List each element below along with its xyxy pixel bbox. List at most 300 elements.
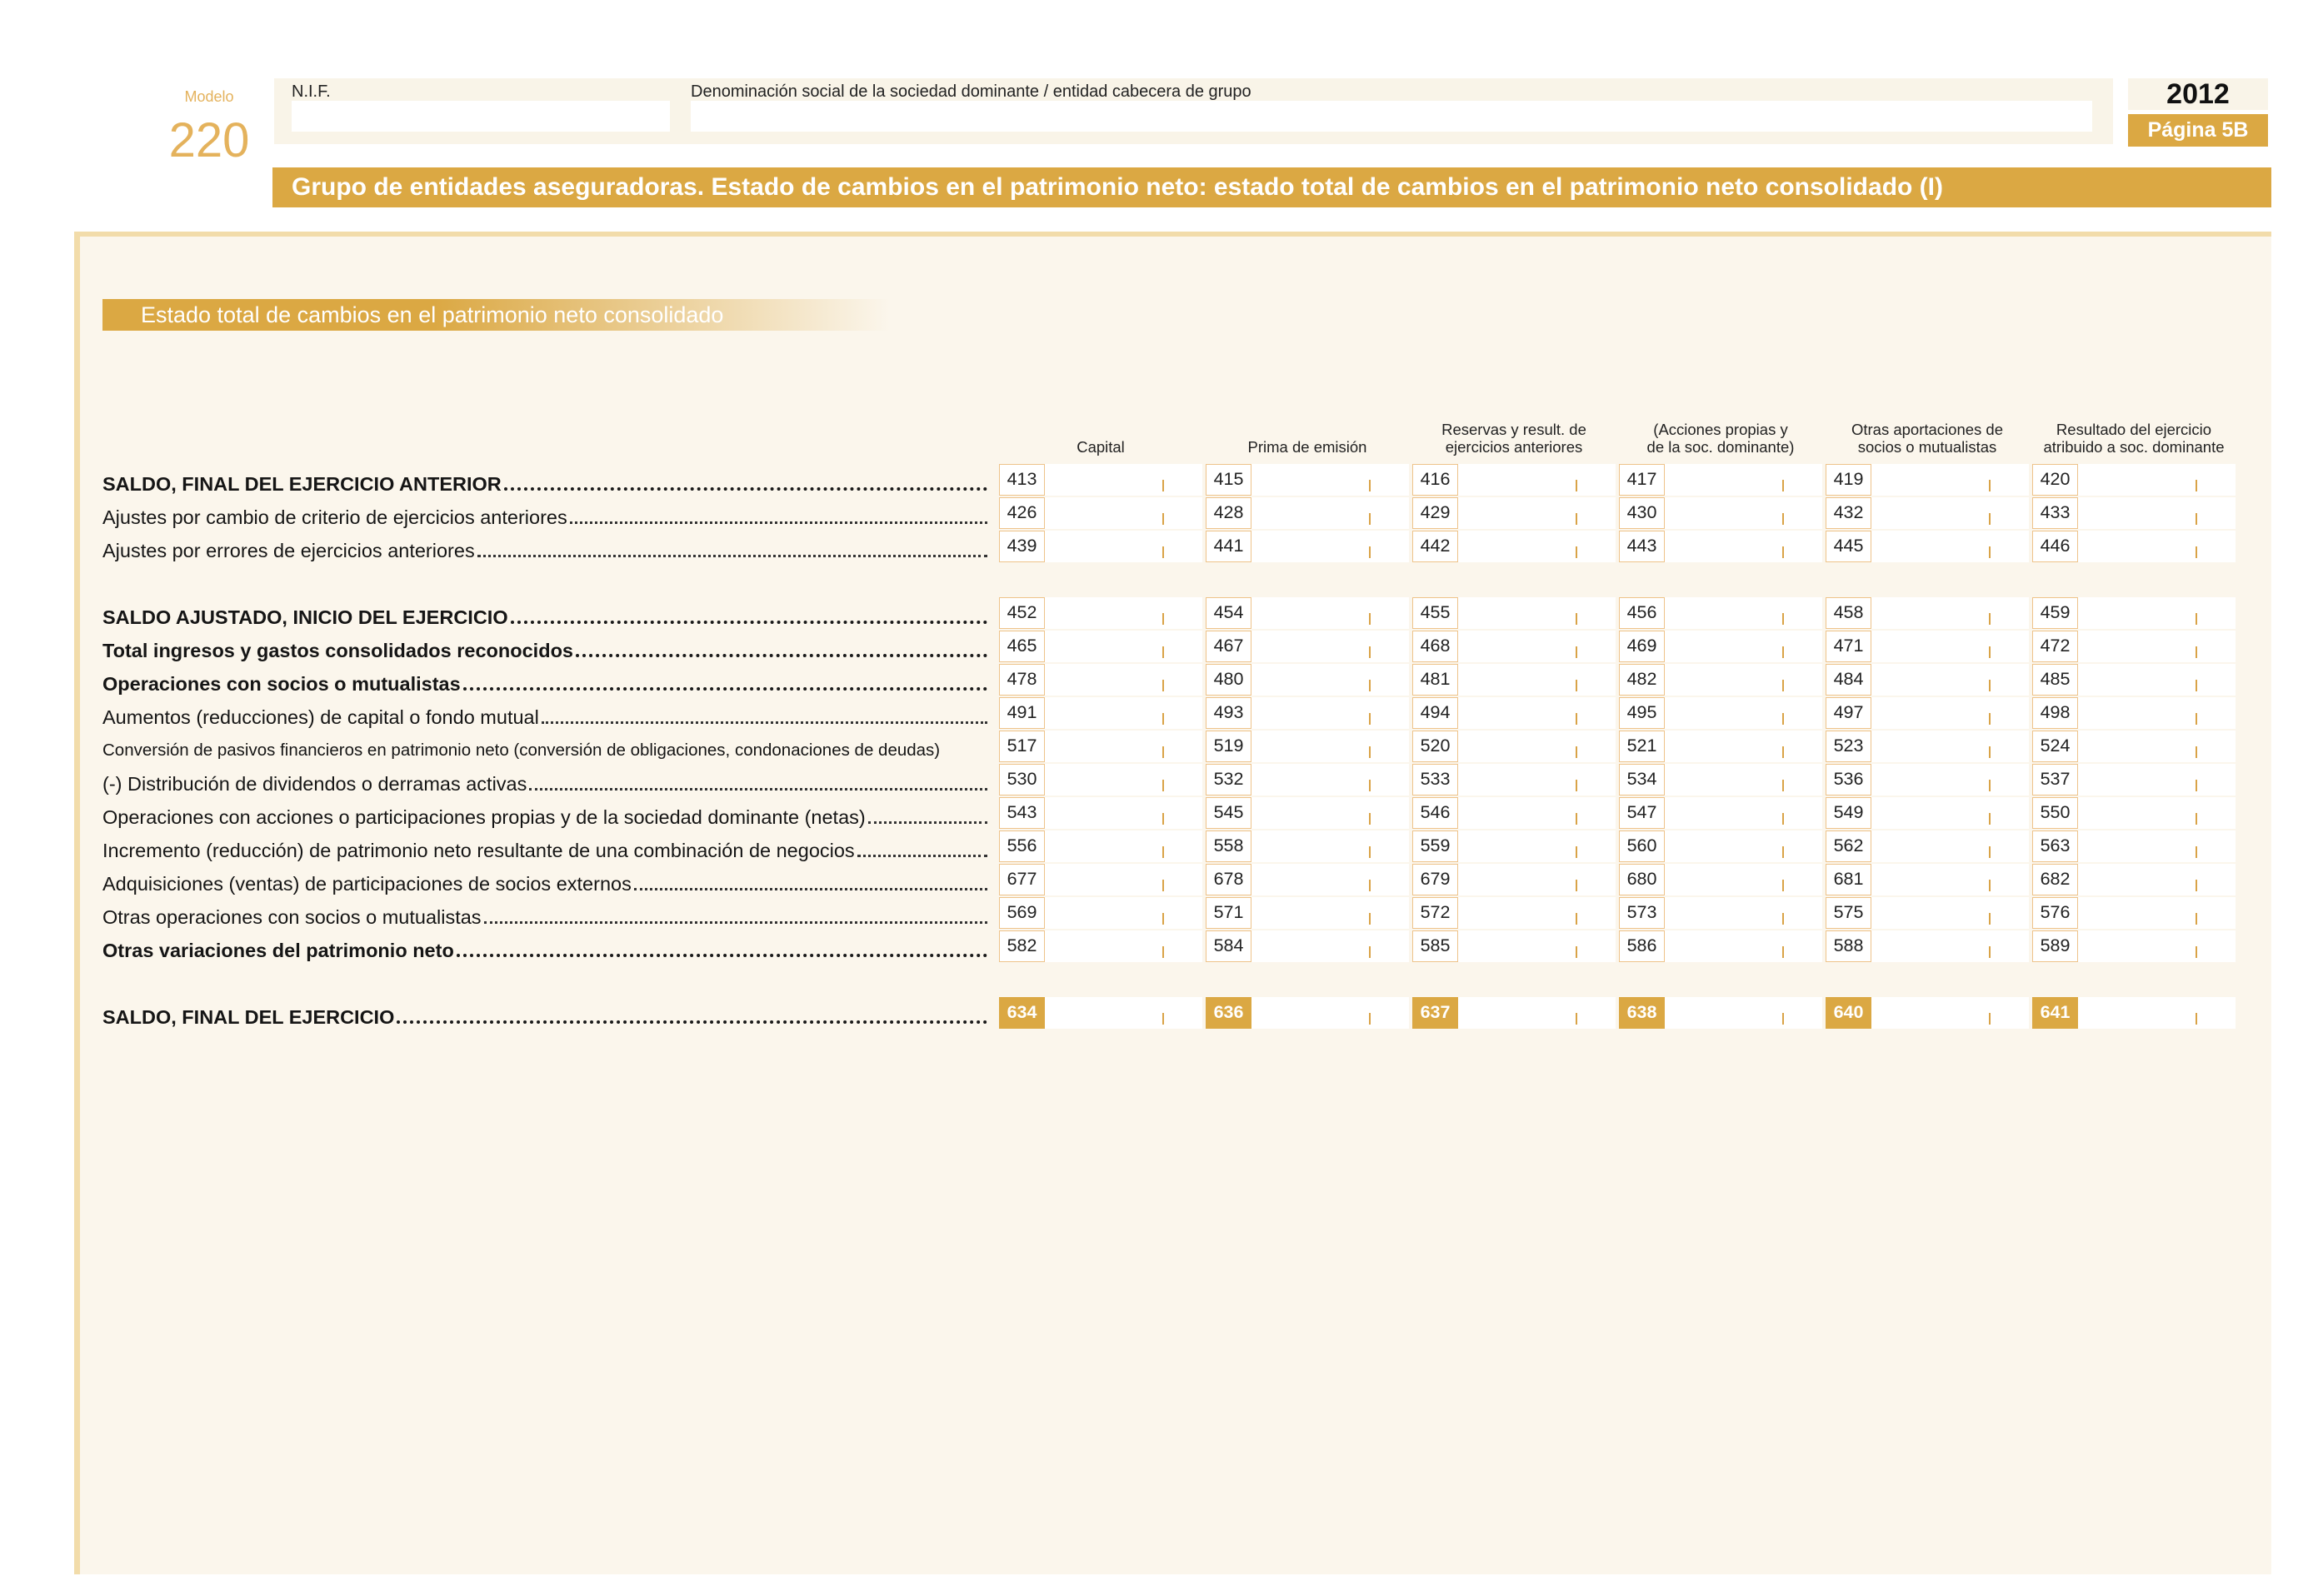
box-number: 482 (1619, 664, 1665, 696)
table-row (102, 697, 2236, 731)
otras-aportaciones-amount-input[interactable] (1871, 664, 2029, 696)
row-label-text: Operaciones con acciones o participaciones propias y de la sociedad dominante (netas) (102, 806, 866, 828)
decimal-separator-mark (1369, 813, 1371, 825)
reservas-amount-input[interactable] (1458, 531, 1616, 562)
prima-emision-amount-input[interactable] (1251, 930, 1409, 962)
column-headers (102, 417, 2236, 457)
capital-amount-input[interactable] (1045, 864, 1202, 895)
decimal-separator-mark (1989, 613, 1991, 625)
resultado-ejercicio-cell (2032, 997, 2236, 1029)
decimal-separator-mark (1369, 780, 1371, 791)
box-number: 636 (1206, 997, 1251, 1029)
decimal-separator-mark (1989, 780, 1991, 791)
column-header-line: ejercicios anteriores (1445, 438, 1583, 456)
otras-aportaciones-cell (1826, 797, 2029, 829)
modelo-number: 220 (168, 113, 250, 167)
box-number: 467 (1206, 631, 1251, 662)
acciones-propias-amount-input[interactable] (1665, 830, 1822, 862)
box-number: 469 (1619, 631, 1665, 662)
prima-emision-amount-input[interactable] (1251, 531, 1409, 562)
prima-emision-amount-input[interactable] (1251, 797, 1409, 829)
year-label: 2012 (2128, 78, 2268, 110)
decimal-separator-mark (2196, 746, 2197, 758)
reservas-amount-input[interactable] (1458, 930, 1616, 962)
capital-cell (999, 830, 1202, 862)
decimal-separator-mark (1782, 546, 1784, 558)
box-number: 558 (1206, 830, 1251, 862)
prima-emision-cell (1206, 864, 1409, 895)
table-row (102, 764, 2236, 797)
capital-cell (999, 697, 1202, 729)
capital-amount-input[interactable] (1045, 997, 1202, 1029)
nif-label: N.I.F. (292, 82, 331, 101)
box-number: 678 (1206, 864, 1251, 895)
otras-aportaciones-cell (1826, 764, 2029, 796)
otras-aportaciones-cell (1826, 930, 2029, 962)
acciones-propias-cell (1619, 864, 1822, 895)
box-number: 679 (1412, 864, 1458, 895)
acciones-propias-amount-input[interactable] (1665, 697, 1822, 729)
reservas-amount-input[interactable] (1458, 797, 1616, 829)
decimal-separator-mark (1989, 813, 1991, 825)
box-number: 439 (999, 531, 1045, 562)
modelo-label: Modelo (184, 88, 234, 105)
capital-cell (999, 497, 1202, 529)
box-number: 681 (1826, 864, 1871, 895)
resultado-ejercicio-cell (2032, 664, 2236, 696)
reservas-amount-input[interactable] (1458, 897, 1616, 929)
capital-cell (999, 464, 1202, 496)
capital-cell (999, 797, 1202, 829)
capital-amount-input[interactable] (1045, 631, 1202, 662)
dot-leader (504, 487, 987, 491)
box-number: 560 (1619, 830, 1665, 862)
acciones-propias-amount-input[interactable] (1665, 864, 1822, 895)
row-label-text: SALDO, FINAL DEL EJERCICIO (102, 1006, 395, 1028)
decimal-separator-mark (1576, 646, 1577, 658)
box-number: 550 (2032, 797, 2078, 829)
page-title: Grupo de entidades aseguradoras. Estado de cambios en el patrimonio neto: estado total de cambios en el patrimonio neto consolidado (I) (272, 167, 2271, 207)
box-number: 413 (999, 464, 1045, 496)
column-header-line: atribuido a soc. dominante (2043, 438, 2225, 456)
otras-aportaciones-cell (1826, 697, 2029, 729)
box-number: 517 (999, 731, 1045, 762)
otras-aportaciones-amount-input[interactable] (1871, 731, 2029, 762)
box-number: 468 (1412, 631, 1458, 662)
box-number: 588 (1826, 930, 1871, 962)
prima-emision-amount-input[interactable] (1251, 631, 1409, 662)
prima-emision-amount-input[interactable] (1251, 464, 1409, 496)
box-number: 589 (2032, 930, 2078, 962)
capital-amount-input[interactable] (1045, 797, 1202, 829)
capital-amount-input[interactable] (1045, 464, 1202, 496)
prima-emision-amount-input[interactable] (1251, 997, 1409, 1029)
resultado-ejercicio-amount-input[interactable] (2078, 697, 2236, 729)
dot-leader (529, 788, 987, 791)
decimal-separator-mark (1162, 846, 1164, 858)
decimal-separator-mark (1369, 1013, 1371, 1025)
acciones-propias-amount-input[interactable] (1665, 764, 1822, 796)
otras-aportaciones-amount-input[interactable] (1871, 464, 2029, 496)
row-label (102, 531, 996, 564)
decimal-separator-mark (1782, 1013, 1784, 1025)
otras-aportaciones-amount-input[interactable] (1871, 897, 2029, 929)
capital-amount-input[interactable] (1045, 531, 1202, 562)
prima-emision-amount-input[interactable] (1251, 731, 1409, 762)
dot-leader (484, 921, 987, 924)
row-label (102, 930, 996, 964)
denominacion-label: Denominación social de la sociedad dominante / entidad cabecera de grupo (691, 82, 1251, 101)
box-number: 576 (2032, 897, 2078, 929)
otras-aportaciones-amount-input[interactable] (1871, 631, 2029, 662)
box-number: 416 (1412, 464, 1458, 496)
box-number: 519 (1206, 731, 1251, 762)
box-number: 682 (2032, 864, 2078, 895)
reservas-amount-input[interactable] (1458, 731, 1616, 762)
capital-amount-input[interactable] (1045, 597, 1202, 629)
column-header-capital (999, 417, 1202, 457)
table-row-total (102, 997, 2236, 1030)
resultado-ejercicio-amount-input[interactable] (2078, 997, 2236, 1029)
otras-aportaciones-cell (1826, 631, 2029, 662)
box-number: 454 (1206, 597, 1251, 629)
capital-amount-input[interactable] (1045, 897, 1202, 929)
reservas-cell (1412, 531, 1616, 562)
decimal-separator-mark (1782, 913, 1784, 925)
otras-aportaciones-amount-input[interactable] (1871, 597, 2029, 629)
decimal-separator-mark (1989, 546, 1991, 558)
reservas-amount-input[interactable] (1458, 631, 1616, 662)
acciones-propias-cell (1619, 597, 1822, 629)
prima-emision-cell (1206, 930, 1409, 962)
box-number: 585 (1412, 930, 1458, 962)
otras-aportaciones-cell (1826, 864, 2029, 895)
row-label-text: SALDO AJUSTADO, INICIO DEL EJERCICIO (102, 606, 508, 628)
decimal-separator-mark (1576, 880, 1577, 891)
decimal-separator-mark (1576, 746, 1577, 758)
reservas-amount-input[interactable] (1458, 464, 1616, 496)
row-label (102, 464, 996, 497)
prima-emision-amount-input[interactable] (1251, 697, 1409, 729)
box-number: 426 (999, 497, 1045, 529)
box-number: 415 (1206, 464, 1251, 496)
reservas-amount-input[interactable] (1458, 864, 1616, 895)
box-number: 419 (1826, 464, 1871, 496)
decimal-separator-mark (1782, 780, 1784, 791)
capital-amount-input[interactable] (1045, 731, 1202, 762)
capital-amount-input[interactable] (1045, 830, 1202, 862)
acciones-propias-amount-input[interactable] (1665, 531, 1822, 562)
capital-cell (999, 531, 1202, 562)
acciones-propias-cell (1619, 764, 1822, 796)
dot-leader (477, 555, 987, 557)
column-header-line: Capital (1077, 438, 1125, 456)
resultado-ejercicio-amount-input[interactable] (2078, 830, 2236, 862)
capital-cell (999, 897, 1202, 929)
reservas-amount-input[interactable] (1458, 830, 1616, 862)
resultado-ejercicio-cell (2032, 497, 2236, 529)
box-number: 533 (1412, 764, 1458, 796)
row-label-text: Conversión de pasivos financieros en patrimonio neto (conversión de obligaciones, condonaciones de deudas) (102, 741, 941, 760)
capital-amount-input[interactable] (1045, 497, 1202, 529)
box-number: 640 (1826, 997, 1871, 1029)
row-label (102, 697, 996, 731)
resultado-ejercicio-amount-input[interactable] (2078, 764, 2236, 796)
capital-amount-input[interactable] (1045, 664, 1202, 696)
reservas-amount-input[interactable] (1458, 497, 1616, 529)
reservas-cell (1412, 597, 1616, 629)
decimal-separator-mark (1162, 780, 1164, 791)
row-label-text: Total ingresos y gastos consolidados reconocidos (102, 640, 573, 661)
decimal-separator-mark (2196, 680, 2197, 691)
prima-emision-cell (1206, 631, 1409, 662)
decimal-separator-mark (1369, 513, 1371, 525)
resultado-ejercicio-amount-input[interactable] (2078, 797, 2236, 829)
table-row (102, 930, 2236, 964)
box-number: 465 (999, 631, 1045, 662)
prima-emision-amount-input[interactable] (1251, 764, 1409, 796)
nif-input[interactable] (292, 101, 670, 132)
otras-aportaciones-amount-input[interactable] (1871, 997, 2029, 1029)
resultado-ejercicio-amount-input[interactable] (2078, 464, 2236, 496)
row-label (102, 597, 996, 631)
reservas-cell (1412, 631, 1616, 662)
table-row (102, 597, 2236, 631)
reservas-amount-input[interactable] (1458, 664, 1616, 696)
row-label-text: Operaciones con socios o mutualistas (102, 673, 461, 695)
capital-amount-input[interactable] (1045, 697, 1202, 729)
resultado-ejercicio-amount-input[interactable] (2078, 897, 2236, 929)
acciones-propias-amount-input[interactable] (1665, 597, 1822, 629)
resultado-ejercicio-amount-input[interactable] (2078, 531, 2236, 562)
column-header-line: Otras aportaciones de (1851, 421, 2004, 438)
acciones-propias-amount-input[interactable] (1665, 930, 1822, 962)
decimal-separator-mark (2196, 646, 2197, 658)
prima-emision-amount-input[interactable] (1251, 897, 1409, 929)
acciones-propias-amount-input[interactable] (1665, 464, 1822, 496)
resultado-ejercicio-amount-input[interactable] (2078, 664, 2236, 696)
resultado-ejercicio-cell (2032, 531, 2236, 562)
prima-emision-cell (1206, 531, 1409, 562)
table-row (102, 531, 2236, 564)
changes-in-equity-table (102, 464, 2236, 1030)
denominacion-input[interactable] (691, 101, 2092, 132)
decimal-separator-mark (2196, 480, 2197, 491)
reservas-amount-input[interactable] (1458, 764, 1616, 796)
row-label (102, 897, 996, 930)
acciones-propias-amount-input[interactable] (1665, 731, 1822, 762)
reservas-amount-input[interactable] (1458, 597, 1616, 629)
row-label-text: Ajustes por errores de ejercicios anteriores (102, 540, 475, 561)
box-number: 471 (1826, 631, 1871, 662)
prima-emision-amount-input[interactable] (1251, 497, 1409, 529)
decimal-separator-mark (1162, 913, 1164, 925)
otras-aportaciones-amount-input[interactable] (1871, 830, 2029, 862)
otras-aportaciones-cell (1826, 531, 2029, 562)
resultado-ejercicio-amount-input[interactable] (2078, 864, 2236, 895)
dot-leader (397, 1020, 987, 1024)
capital-cell (999, 997, 1202, 1029)
column-header-line: de la soc. dominante) (1646, 438, 1795, 456)
decimal-separator-mark (1576, 813, 1577, 825)
decimal-separator-mark (2196, 913, 2197, 925)
box-number: 546 (1412, 797, 1458, 829)
decimal-separator-mark (1989, 946, 1991, 958)
decimal-separator-mark (1782, 513, 1784, 525)
decimal-separator-mark (1989, 1013, 1991, 1025)
acciones-propias-cell (1619, 997, 1822, 1029)
decimal-separator-mark (1782, 713, 1784, 725)
acciones-propias-cell (1619, 664, 1822, 696)
capital-cell (999, 597, 1202, 629)
box-number: 420 (2032, 464, 2078, 496)
otras-aportaciones-cell (1826, 497, 2029, 529)
prima-emision-cell (1206, 997, 1409, 1029)
acciones-propias-amount-input[interactable] (1665, 664, 1822, 696)
otras-aportaciones-amount-input[interactable] (1871, 497, 2029, 529)
box-number: 491 (999, 697, 1045, 729)
otras-aportaciones-cell (1826, 664, 2029, 696)
decimal-separator-mark (1989, 713, 1991, 725)
decimal-separator-mark (1369, 946, 1371, 958)
reservas-amount-input[interactable] (1458, 997, 1616, 1029)
box-number: 584 (1206, 930, 1251, 962)
otras-aportaciones-cell (1826, 464, 2029, 496)
otras-aportaciones-amount-input[interactable] (1871, 764, 2029, 796)
box-number: 532 (1206, 764, 1251, 796)
decimal-separator-mark (1576, 946, 1577, 958)
box-number: 430 (1619, 497, 1665, 529)
table-row (102, 664, 2236, 697)
resultado-ejercicio-amount-input[interactable] (2078, 731, 2236, 762)
decimal-separator-mark (1369, 480, 1371, 491)
otras-aportaciones-cell (1826, 597, 2029, 629)
otras-aportaciones-amount-input[interactable] (1871, 697, 2029, 729)
prima-emision-amount-input[interactable] (1251, 830, 1409, 862)
prima-emision-cell (1206, 731, 1409, 762)
box-number: 536 (1826, 764, 1871, 796)
box-number: 480 (1206, 664, 1251, 696)
prima-emision-cell (1206, 697, 1409, 729)
row-label (102, 997, 996, 1030)
row-spacer (102, 564, 2236, 597)
capital-amount-input[interactable] (1045, 930, 1202, 962)
decimal-separator-mark (1576, 713, 1577, 725)
decimal-separator-mark (1782, 846, 1784, 858)
otras-aportaciones-amount-input[interactable] (1871, 864, 2029, 895)
taxpayer-id-box (274, 78, 2113, 144)
box-number: 575 (1826, 897, 1871, 929)
reservas-cell (1412, 697, 1616, 729)
resultado-ejercicio-amount-input[interactable] (2078, 597, 2236, 629)
decimal-separator-mark (1576, 546, 1577, 558)
row-label (102, 830, 996, 864)
decimal-separator-mark (2196, 713, 2197, 725)
column-header-resultado-ejercicio (2032, 417, 2236, 457)
box-number: 677 (999, 864, 1045, 895)
resultado-ejercicio-cell (2032, 731, 2236, 762)
decimal-separator-mark (2196, 513, 2197, 525)
acciones-propias-amount-input[interactable] (1665, 497, 1822, 529)
reservas-cell (1412, 731, 1616, 762)
decimal-separator-mark (1576, 846, 1577, 858)
box-number: 442 (1412, 531, 1458, 562)
decimal-separator-mark (1369, 646, 1371, 658)
box-number: 545 (1206, 797, 1251, 829)
box-number: 484 (1826, 664, 1871, 696)
reservas-cell (1412, 497, 1616, 529)
otras-aportaciones-amount-input[interactable] (1871, 531, 2029, 562)
prima-emision-amount-input[interactable] (1251, 864, 1409, 895)
box-number: 458 (1826, 597, 1871, 629)
decimal-separator-mark (2196, 613, 2197, 625)
row-label-text: (-) Distribución de dividendos o derramas activas (102, 773, 527, 795)
column-header-prima-emision (1206, 417, 1409, 457)
acciones-propias-amount-input[interactable] (1665, 797, 1822, 829)
resultado-ejercicio-cell (2032, 864, 2236, 895)
resultado-ejercicio-amount-input[interactable] (2078, 930, 2236, 962)
resultado-ejercicio-cell (2032, 764, 2236, 796)
capital-amount-input[interactable] (1045, 764, 1202, 796)
prima-emision-amount-input[interactable] (1251, 597, 1409, 629)
box-number: 452 (999, 597, 1045, 629)
decimal-separator-mark (1782, 746, 1784, 758)
acciones-propias-cell (1619, 897, 1822, 929)
box-number: 547 (1619, 797, 1665, 829)
dot-leader (576, 654, 987, 657)
otras-aportaciones-amount-input[interactable] (1871, 797, 2029, 829)
box-number: 443 (1619, 531, 1665, 562)
reservas-cell (1412, 864, 1616, 895)
box-number: 445 (1826, 531, 1871, 562)
resultado-ejercicio-cell (2032, 797, 2236, 829)
decimal-separator-mark (1162, 680, 1164, 691)
box-number: 559 (1412, 830, 1458, 862)
acciones-propias-amount-input[interactable] (1665, 997, 1822, 1029)
row-label (102, 497, 996, 531)
box-number: 446 (2032, 531, 2078, 562)
decimal-separator-mark (1369, 913, 1371, 925)
box-number: 456 (1619, 597, 1665, 629)
prima-emision-cell (1206, 830, 1409, 862)
resultado-ejercicio-cell (2032, 597, 2236, 629)
acciones-propias-cell (1619, 930, 1822, 962)
decimal-separator-mark (1576, 680, 1577, 691)
acciones-propias-amount-input[interactable] (1665, 631, 1822, 662)
decimal-separator-mark (2196, 813, 2197, 825)
prima-emision-amount-input[interactable] (1251, 664, 1409, 696)
resultado-ejercicio-amount-input[interactable] (2078, 631, 2236, 662)
box-number: 537 (2032, 764, 2078, 796)
prima-emision-cell (1206, 497, 1409, 529)
box-number: 521 (1619, 731, 1665, 762)
decimal-separator-mark (1162, 880, 1164, 891)
table-row (102, 631, 2236, 664)
reservas-cell (1412, 997, 1616, 1029)
reservas-cell (1412, 664, 1616, 696)
resultado-ejercicio-amount-input[interactable] (2078, 497, 2236, 529)
acciones-propias-amount-input[interactable] (1665, 897, 1822, 929)
reservas-amount-input[interactable] (1458, 697, 1616, 729)
decimal-separator-mark (2196, 780, 2197, 791)
acciones-propias-cell (1619, 631, 1822, 662)
box-number: 571 (1206, 897, 1251, 929)
decimal-separator-mark (1162, 746, 1164, 758)
otras-aportaciones-amount-input[interactable] (1871, 930, 2029, 962)
acciones-propias-cell (1619, 797, 1822, 829)
box-number: 562 (1826, 830, 1871, 862)
box-number: 638 (1619, 997, 1665, 1029)
